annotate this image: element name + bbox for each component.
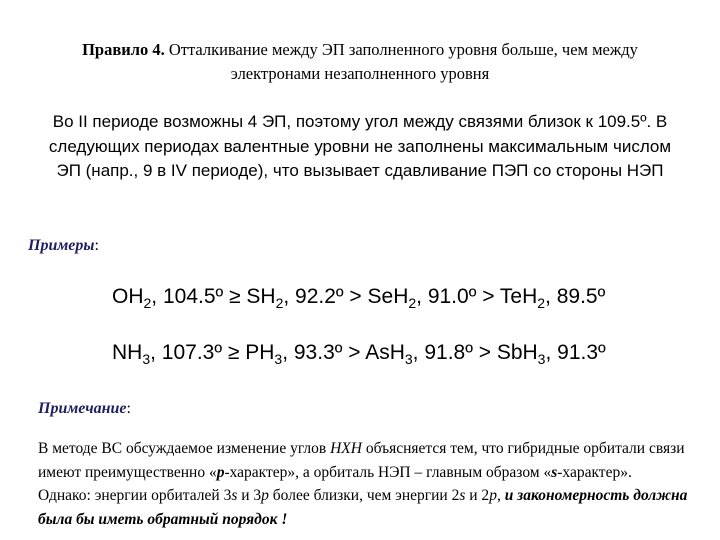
formula-sub: 3 [404,351,413,367]
examples-label: Примеры: [28,237,99,254]
formula-text: , 89.5º [545,285,606,308]
note-italic: s [231,487,238,504]
rule-title: Правило 4. [82,40,165,59]
formula-sub: 3 [142,351,151,367]
note-label: Примечание: [38,400,131,417]
note-italic: s [459,487,466,504]
note-text: и 2 [465,487,490,504]
note-italic: HXH [330,440,362,457]
formula-group-15 [112,340,606,366]
note-text: , [496,487,505,504]
formula-sub: 2 [408,295,417,311]
note-text: и 3 [237,487,262,504]
formula-sub: 3 [274,351,283,367]
formula-sub: 2 [275,295,284,311]
formula-text: , 92.2º > SeH [283,285,409,308]
rule-text: Отталкивание между ЭП заполненного уровня больше, чем между электронами незаполненного уровня [164,40,638,83]
note-italic: p [216,463,225,481]
rule-heading [40,38,680,86]
formula-text: , 91.8º > SbH [412,341,538,364]
note-italic: p [261,487,269,504]
formula-text: , 91.3º [545,341,606,364]
note-emphasis: и закономерность должна была бы иметь обратный порядок ! [38,487,688,528]
note-text: более близки, чем энергии 2 [268,487,460,504]
note-italic: s [551,463,558,481]
formula-text: NH [112,341,143,364]
note-text: объясняется тем, что гибридные орбитали связи имеют преимущественно « [38,440,685,481]
note-label-text: Примечание [38,400,127,417]
note-text: В методе ВС обсуждаемое изменение углов [38,440,331,457]
formula-text: OH [112,285,144,308]
explanation-paragraph: Во II периоде возможны 4 ЭП, поэтому угол между связями близок к 109.5º. В следующих периодах валентные уровни не заполнены максимальным числом ЭП (напр., 9 в IV периоде), что вызывает сдавливание ПЭП со стороны НЭП [48,112,672,180]
examples-label-text: Примеры [28,237,95,254]
note-italic: p [489,487,497,504]
note-text: -характер», а орбиталь НЭП – главным образом « [224,463,552,481]
note-text: -характер». Однако: энергии орбиталей 3 [38,463,632,504]
formula-sub: 2 [143,295,152,311]
note-paragraph [38,437,688,531]
formula-text: , 104.5º ≥ SH [151,285,276,308]
formula-text: , 93.3º > AsH [282,341,405,364]
formula-group-16 [112,284,605,310]
formula-text: , 91.0º > TeH [416,285,538,308]
formula-sub: 2 [537,295,546,311]
formula-text: , 107.3º ≥ PH [150,341,275,364]
formula-sub: 3 [537,351,546,367]
